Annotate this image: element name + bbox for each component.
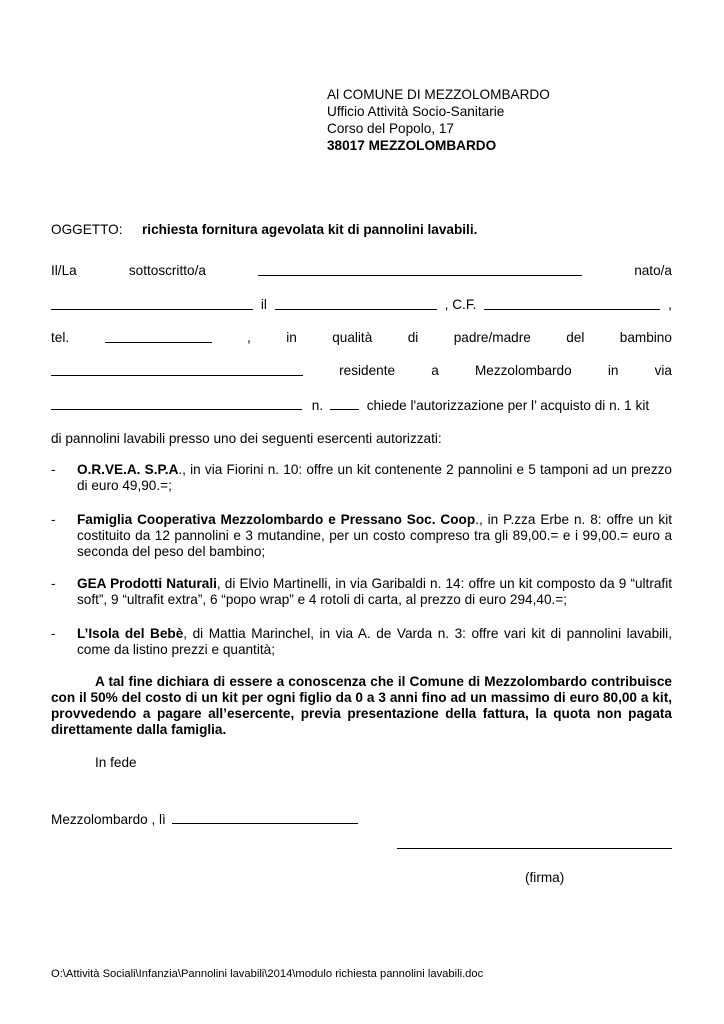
recipient-line-3: Corso del Popolo, 17 [327,121,454,136]
tax-code-field[interactable] [484,297,660,310]
street-number-field[interactable] [330,397,359,410]
subject-label: OGGETTO: [51,222,123,237]
tel-comma: , [246,330,251,345]
nato-label: nato/a [634,263,672,278]
child-name-field[interactable] [51,363,303,376]
vendor-text-2: ., in P.zza Erbe n. 8: offre un kit costituito da 12 pannolini e 3 mutandine, per un costo compreso tra gli 89,00.= e i 99,00.= euro a seconda del peso del bambino; [77,512,673,559]
vendor-item-1: - O.R.VE.A. S.P.A., in via Fiorini n. 10: offre un kit contenente 2 pannolini e 5 tamponi ad un prezzo di euro 49,90.=; [51,462,672,493]
in-via-label-1: in [607,363,619,378]
qualita-label: qualità [332,330,373,345]
recipient-line-1: Al COMUNE DI MEZZOLOMBARDO [327,87,550,102]
vendor-name-3: GEA Prodotti Naturali [77,576,217,591]
street-field[interactable] [51,397,302,410]
recipient-line-2: Ufficio Attività Socio-Sanitarie [327,104,505,119]
bambino-label: bambino [619,330,672,345]
sottoscritto-label: sottoscritto/a [128,263,206,278]
request-text: chiede l'autorizzazione per l’ acquisto di n. 1 kit [366,398,650,413]
recipient-line-4: 38017 MEZZOLOMBARDO [327,138,497,153]
name-field[interactable] [258,263,582,276]
il-label: il [260,297,267,312]
comma-label: , [668,297,672,312]
cf-label: , C.F. [444,297,477,312]
subject-text: richiesta fornitura agevolata kit di pannolini lavabili. [142,222,478,237]
declaration-paragraph: A tal fine dichiara di essere a conoscenza che il Comune di Mezzolombardo contribuisce con il 50% del costo di un kit per ogni figlio da 0 a 3 anni fino ad un massimo di euro 80,00 a kit, provvedendo a pagare all’esercente, previa presentazione della fattura, la quota non pagata direttamente dalla famiglia. [51,674,672,737]
form-line-4 [51,363,672,379]
vendor-name-4: L’Isola del Bebè [77,626,184,641]
di-label: di [407,330,419,345]
del-label: del [566,330,585,345]
vendor-name-1: O.R.VE.A. S.P.A [77,462,179,477]
birthdate-field[interactable] [275,297,437,310]
form-line-1 [51,263,672,279]
vendor-item-3: - GEA Prodotti Naturali, di Elvio Martinelli, in via Garibaldi n. 14: offre un kit composto da 9 “ultrafit soft”, 9 “ultrafit extra”, 6 “popo wrap” e 4 rotoli di carta, al prezzo di euro 294,40.=; [51,576,672,607]
a-label: a [431,363,439,378]
phone-field[interactable] [105,330,212,343]
via-label: via [654,363,672,378]
form-line-3 [51,330,672,346]
town-label: Mezzolombardo [474,363,572,378]
signature-field[interactable] [397,836,672,849]
il-la-label: Il/La [51,263,77,278]
padre-madre-label: padre/madre [453,330,531,345]
vendor-item-4: - L’Isola del Bebè, di Mattia Marinchel, in via A. de Varda n. 3: offre vari kit di pannolini lavabili, come da listino prezzi e quantità; [51,626,672,657]
in-label: in [286,330,297,345]
birthplace-field[interactable] [51,297,253,310]
residente-label: residente [339,363,396,378]
vendor-text-1: ., in via Fiorini n. 10: offre un kit contenente 2 pannolini e 5 tamponi ad un prezzo di euro 49,90.=; [77,462,672,493]
vendor-text-4: , di Mattia Marinchel, in via A. de Varda n. 3: offre vari kit di pannolini lavabili, come da listino prezzi e quantità; [77,626,672,657]
footer-file-path: O:\Attività Sociali\Infanzia\Pannolini lavabili\2014\modulo richiesta pannolini lavabili.doc [51,968,484,980]
place-date-label: Mezzolombardo , lì [51,812,166,827]
tel-label: tel. [51,330,70,345]
vendor-item-2: - Famiglia Cooperativa Mezzolombardo e Pressano Soc. Coop., in P.zza Erbe n. 8: offre un kit costituito da 12 pannolini e 3 mutandine, per un costo compreso tra gli 89,00.= e i 99,00.= euro a seconda del peso del bambino; [51,512,673,559]
vendor-text-3: , di Elvio Martinelli, in via Garibaldi n. 14: offre un kit composto da 9 “ultrafit soft”, 9 “ultrafit extra”, 6 “popo wrap” e 4 rotoli di carta, al prezzo di euro 294,40.=; [77,576,672,607]
place-date-line [51,811,358,828]
form-line-2 [51,297,672,313]
vendor-name-2: Famiglia Cooperativa Mezzolombardo e Pressano Soc. Coop [77,512,476,527]
signature-label: (firma) [525,870,565,885]
closing-text: In fede [95,755,137,770]
form-line-6: di pannolini lavabili presso uno dei seguenti esercenti autorizzati: [51,431,442,446]
number-label: n. [311,398,324,413]
date-field[interactable] [172,811,358,824]
form-line-5 [51,397,672,414]
